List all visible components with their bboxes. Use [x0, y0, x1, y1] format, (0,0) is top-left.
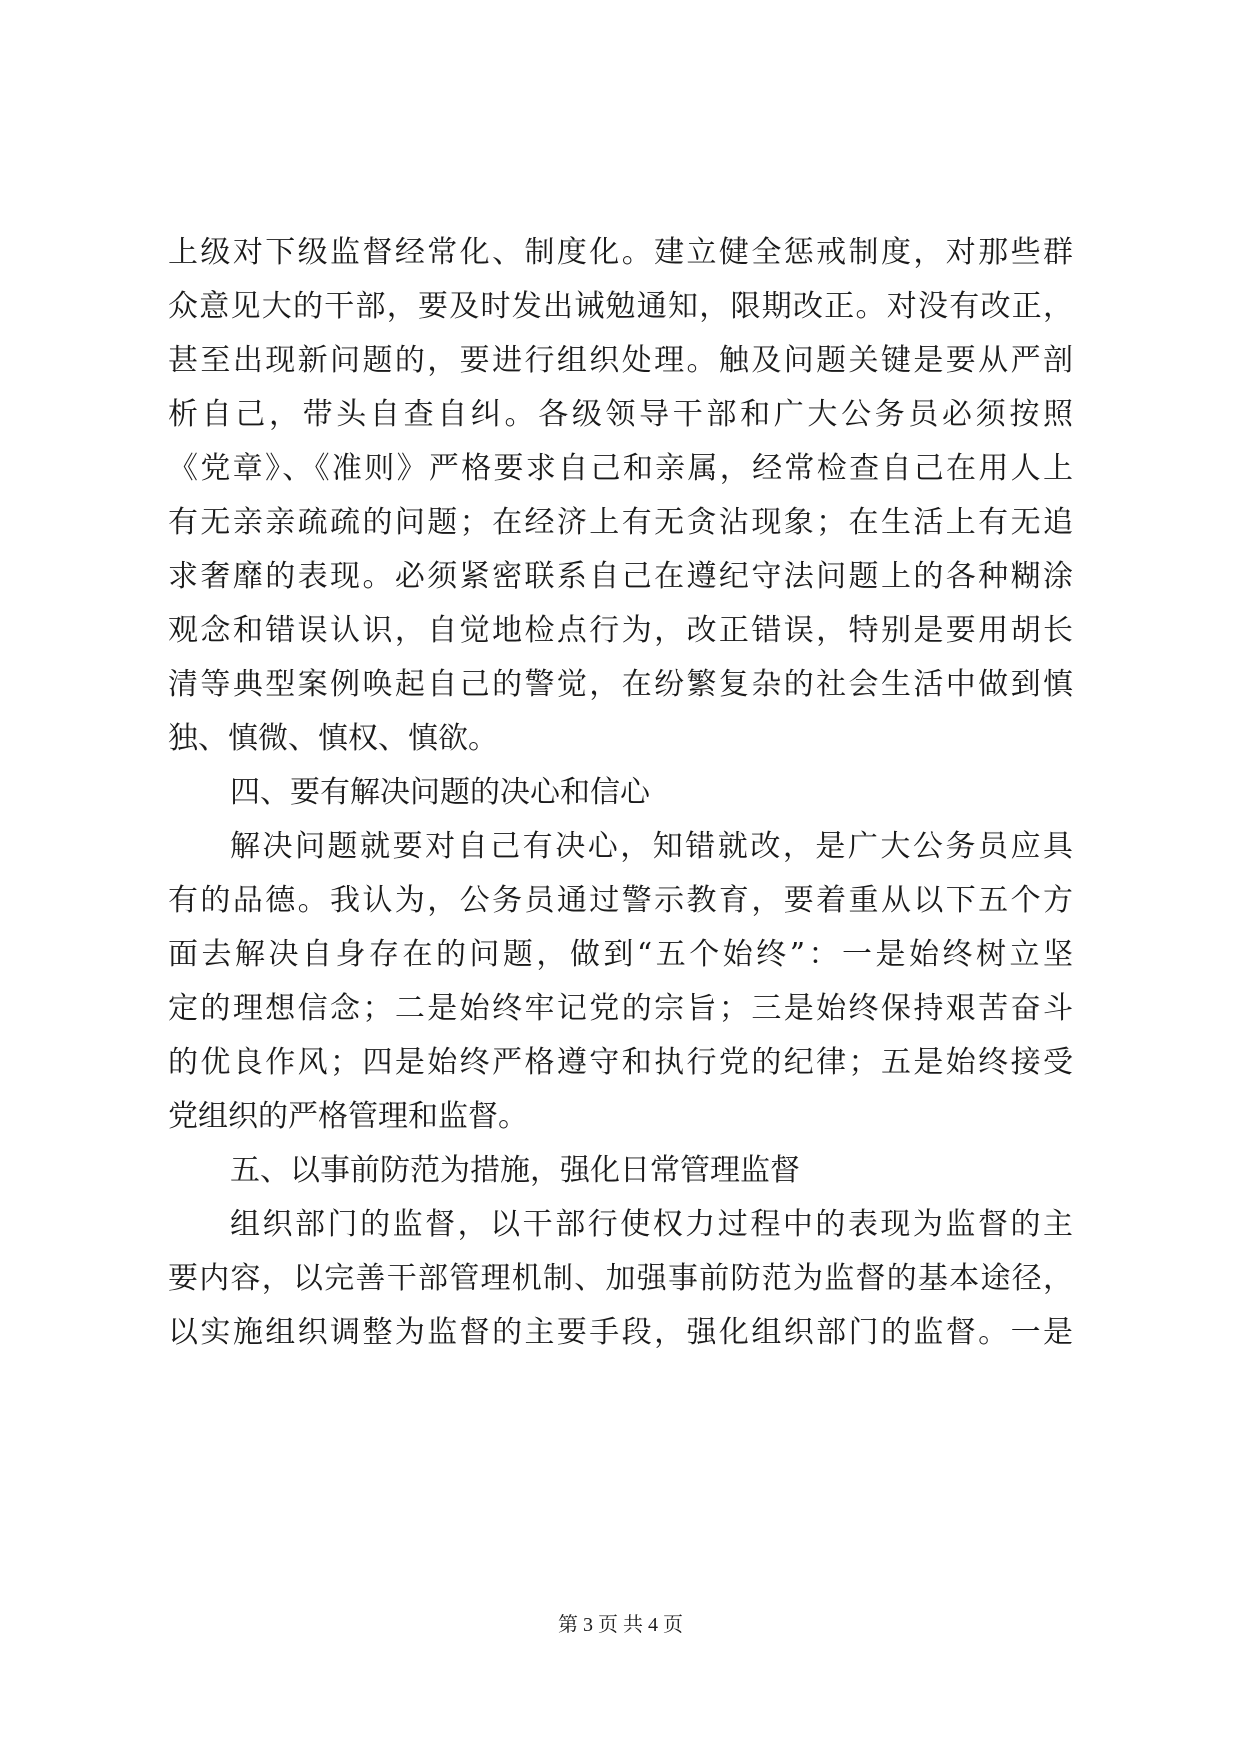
document-body — [168, 226, 1073, 1360]
body-line: 以实施组织调整为监督的主要手段，强化组织部门的监督。一是 — [168, 1315, 1073, 1350]
body-line: 的优良作风；四是始终严格遵守和执行党的纪律；五是始终接受 — [168, 1045, 1073, 1080]
body-line: 独、慎微、慎权、慎欲。 — [168, 721, 498, 756]
section-heading-4: 四、要有解决问题的决心和信心 — [230, 775, 650, 810]
body-line: 定的理想信念；二是始终牢记党的宗旨；三是始终保持艰苦奋斗 — [168, 991, 1073, 1026]
body-line: 甚至出现新问题的，要进行组织处理。触及问题关键是要从严剖 — [168, 343, 1073, 378]
paragraph-first-line: 组织部门的监督，以干部行使权力过程中的表现为监督的主 — [230, 1207, 1073, 1242]
body-line: 上级对下级监督经常化、制度化。建立健全惩戒制度，对那些群 — [168, 235, 1073, 270]
body-line: 析自己，带头自查自纠。各级领导干部和广大公务员必须按照 — [168, 397, 1073, 432]
body-line: 有无亲亲疏疏的问题；在经济上有无贪沾现象；在生活上有无追 — [168, 505, 1073, 540]
body-line: 有的品德。我认为，公务员通过警示教育，要着重从以下五个方 — [168, 883, 1073, 918]
body-line: 求奢靡的表现。必须紧密联系自己在遵纪守法问题上的各种糊涂 — [168, 559, 1073, 594]
body-line: 观念和错误认识，自觉地检点行为，改正错误，特别是要用胡长 — [168, 613, 1073, 648]
body-line: 众意见大的干部，要及时发出诫勉通知，限期改正。对没有改正， — [168, 289, 1073, 324]
page-number-footer: 第 3 页 共 4 页 — [558, 1614, 683, 1636]
body-line: 《党章》、《准则》严格要求自己和亲属，经常检查自己在用人上 — [168, 451, 1073, 486]
section-heading-5: 五、以事前防范为措施，强化日常管理监督 — [230, 1153, 800, 1188]
body-line: 面去解决自身存在的问题，做到“五个始终”：一是始终树立坚 — [168, 937, 1073, 972]
body-line: 要内容，以完善干部管理机制、加强事前防范为监督的基本途径， — [168, 1261, 1073, 1296]
body-line: 清等典型案例唤起自己的警觉，在纷繁复杂的社会生活中做到慎 — [168, 667, 1073, 702]
body-line: 党组织的严格管理和监督。 — [168, 1099, 528, 1134]
paragraph-first-line: 解决问题就要对自己有决心，知错就改，是广大公务员应具 — [230, 829, 1073, 864]
